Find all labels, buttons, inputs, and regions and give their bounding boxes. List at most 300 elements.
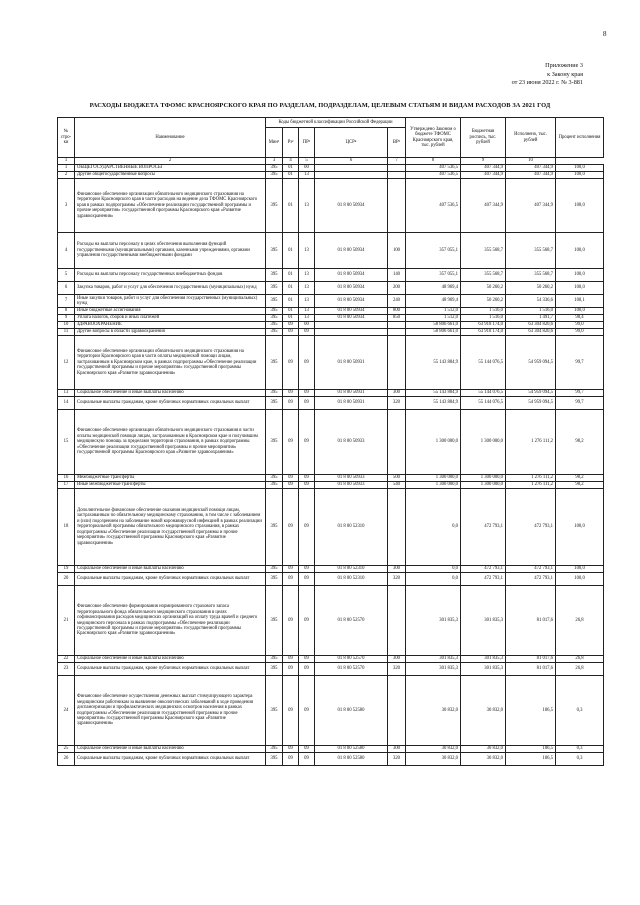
cell-min: 395	[266, 295, 283, 308]
cell-vr: 300	[388, 390, 406, 397]
cell-csr: 01 8 00 50933	[315, 475, 388, 482]
cell-min: 395	[266, 179, 283, 233]
cell-pr: 13	[299, 179, 315, 233]
table-row	[58, 329, 604, 336]
cell-pr: 09	[299, 566, 315, 573]
cell-budget: 1 300 000,0	[461, 475, 506, 482]
table-row	[58, 233, 604, 269]
cell-vr	[388, 165, 406, 172]
cell-rz: 01	[283, 315, 299, 322]
cell-csr: 01 8 00 50934	[315, 282, 388, 295]
table-row	[58, 656, 604, 663]
cell-csr: 01 8 00 52570	[315, 586, 388, 656]
cell-name: Финансовое обеспечение организации обязательного медицинского страхования в части оплаты медицинской помощи лицам, застрахованным в Красноярском крае и получившим медицинскую помощь за пределами территории страхования, в рамках подпрограммы «Обеспечение реализации государственной программы и прочие мероприятия» государственной программы Красноярского края «Развитие здравоохранения»	[75, 410, 266, 475]
cell-name: Другие вопросы в области здравоохранения	[75, 329, 266, 336]
cell-min: 395	[266, 336, 283, 390]
cell-rz: 09	[283, 753, 299, 766]
cell-csr: 01 8 00 52580	[315, 746, 388, 753]
cell-budget: 30 832,0	[461, 676, 506, 746]
cell-min: 395	[266, 282, 283, 295]
cell-pr: 13	[299, 308, 315, 315]
cell-csr: 01 8 00 50931	[315, 336, 388, 390]
cell-pct: 99,7	[556, 390, 604, 397]
cell-pct: 99,7	[556, 397, 604, 410]
cell-n: 21	[58, 586, 75, 656]
table-row	[58, 663, 604, 676]
cell-rz: 09	[283, 475, 299, 482]
cell-vr	[388, 676, 406, 746]
column-number: 7	[388, 158, 406, 165]
cell-executed: 472 793,1	[506, 489, 556, 566]
cell-pr: 09	[299, 663, 315, 676]
cell-approved: 30 832,0	[406, 676, 461, 746]
cell-budget: 50 260,2	[461, 295, 506, 308]
table-row	[58, 746, 604, 753]
table-row	[58, 489, 604, 566]
cell-pct: 98,2	[556, 482, 604, 489]
cell-pct: 0,3	[556, 746, 604, 753]
cell-rz: 09	[283, 322, 299, 329]
cell-rz: 01	[283, 179, 299, 233]
cell-vr: 240	[388, 295, 406, 308]
cell-name: Социальные выплаты гражданам, кроме публичных нормативных социальных выплат	[75, 663, 266, 676]
cell-name: Финансовое обеспечение осуществления денежных выплат стимулирующего характера медицинским работникам за выявление онкологических заболеваний в ходе проведения диспансеризации и профилактических медицинских осмотров населения в рамках подпрограммы «Обеспечение реализации государственной программы и прочие мероприятия» государственной программы Красноярского края «Развитие здравоохранения»	[75, 676, 266, 746]
cell-pct: 100,0	[556, 308, 604, 315]
header-budget-list: Бюджетная роспись, тыс. рублей	[461, 118, 506, 158]
cell-name: Закупка товаров, работ и услуг для обеспечения государственных (муниципальных) нужд	[75, 282, 266, 295]
cell-budget: 407 344,9	[461, 172, 506, 179]
cell-n: 2	[58, 172, 75, 179]
cell-budget: 407 344,9	[461, 179, 506, 233]
cell-csr	[315, 329, 388, 336]
cell-name: Межбюджетные трансферты	[75, 475, 266, 482]
cell-pr: 09	[299, 753, 315, 766]
cell-n: 17	[58, 482, 75, 489]
column-number-row	[58, 158, 604, 165]
cell-budget: 55 144 076,5	[461, 397, 506, 410]
cell-executed: 63 304 820,6	[506, 322, 556, 329]
cell-csr	[315, 172, 388, 179]
cell-pct: 99,0	[556, 322, 604, 329]
cell-approved: 1 300 000,0	[406, 475, 461, 482]
cell-vr: 320	[388, 663, 406, 676]
cell-budget: 301 835,3	[461, 586, 506, 656]
cell-min: 395	[266, 308, 283, 315]
table-body	[58, 165, 604, 766]
cell-vr: 800	[388, 308, 406, 315]
page-number: 8	[603, 30, 607, 38]
cell-min: 395	[266, 489, 283, 566]
cell-name: Иные межбюджетные трансферты	[75, 482, 266, 489]
cell-executed: 1 276 111,2	[506, 410, 556, 475]
cell-approved: 0,0	[406, 566, 461, 573]
cell-approved: 55 143 884,9	[406, 397, 461, 410]
cell-rz: 09	[283, 482, 299, 489]
cell-pr: 13	[299, 172, 315, 179]
cell-executed: 355 568,7	[506, 233, 556, 269]
cell-n: 5	[58, 269, 75, 282]
cell-pct: 26,8	[556, 586, 604, 656]
table-row	[58, 295, 604, 308]
cell-budget: 301 835,3	[461, 656, 506, 663]
cell-pct: 100,0	[556, 179, 604, 233]
cell-name: Социальное обеспечение и иные выплаты населению	[75, 746, 266, 753]
cell-rz: 09	[283, 573, 299, 586]
cell-csr: 01 8 00 52580	[315, 753, 388, 766]
table-row	[58, 566, 604, 573]
cell-pr: 09	[299, 586, 315, 656]
cell-n: 25	[58, 746, 75, 753]
cell-pct: 100,0	[556, 489, 604, 566]
cell-budget: 30 832,0	[461, 746, 506, 753]
cell-approved: 58 806 661,0	[406, 329, 461, 336]
table-row	[58, 586, 604, 656]
table-row	[58, 172, 604, 179]
cell-min: 395	[266, 397, 283, 410]
cell-vr: 300	[388, 566, 406, 573]
cell-pr: 13	[299, 269, 315, 282]
cell-budget: 472 793,1	[461, 566, 506, 573]
cell-n: 10	[58, 322, 75, 329]
cell-csr: 01 8 00 50933	[315, 410, 388, 475]
cell-csr: 01 8 00 52310	[315, 573, 388, 586]
cell-executed: 1 491,7	[506, 315, 556, 322]
cell-pr: 09	[299, 336, 315, 390]
cell-approved: 357 055,1	[406, 269, 461, 282]
cell-pct: 99,0	[556, 329, 604, 336]
cell-rz: 09	[283, 586, 299, 656]
cell-pr: 00	[299, 165, 315, 172]
cell-min: 395	[266, 165, 283, 172]
cell-budget: 63 918 174,0	[461, 322, 506, 329]
table-row	[58, 410, 604, 475]
cell-name: Уплата налогов, сборов и иных платежей	[75, 315, 266, 322]
cell-approved: 407 536,5	[406, 179, 461, 233]
cell-pct: 100,0	[556, 172, 604, 179]
cell-rz: 01	[283, 308, 299, 315]
cell-min: 395	[266, 322, 283, 329]
cell-budget: 355 568,7	[461, 269, 506, 282]
column-number: 1	[58, 158, 75, 165]
cell-executed: 355 568,7	[506, 269, 556, 282]
cell-vr: 500	[388, 475, 406, 482]
cell-pr: 09	[299, 329, 315, 336]
cell-pr: 09	[299, 397, 315, 410]
cell-n: 26	[58, 753, 75, 766]
cell-pct: 100,0	[556, 165, 604, 172]
cell-csr: 01 8 00 52570	[315, 656, 388, 663]
cell-approved: 0,0	[406, 489, 461, 566]
cell-csr: 01 8 00 50934	[315, 295, 388, 308]
cell-rz: 09	[283, 663, 299, 676]
cell-n: 4	[58, 233, 75, 269]
cell-budget: 1 516,0	[461, 315, 506, 322]
table-row	[58, 753, 604, 766]
cell-vr: 320	[388, 573, 406, 586]
cell-pr: 13	[299, 233, 315, 269]
table-row	[58, 282, 604, 295]
cell-executed: 407 344,9	[506, 165, 556, 172]
cell-name: Социальное обеспечение и иные выплаты населению	[75, 390, 266, 397]
expenditure-table	[57, 117, 604, 766]
cell-min: 395	[266, 390, 283, 397]
cell-vr	[388, 329, 406, 336]
cell-name: Расходы на выплаты персоналу государственных внебюджетных фондов	[75, 269, 266, 282]
cell-n: 20	[58, 573, 75, 586]
cell-pr: 09	[299, 746, 315, 753]
cell-executed: 472 793,1	[506, 573, 556, 586]
cell-executed: 106,5	[506, 676, 556, 746]
cell-csr: 01 8 00 52310	[315, 489, 388, 566]
cell-pr: 09	[299, 489, 315, 566]
cell-executed: 54 959 094,5	[506, 336, 556, 390]
cell-rz: 09	[283, 566, 299, 573]
cell-rz: 09	[283, 489, 299, 566]
header-percent: Процент исполнения	[556, 118, 604, 158]
cell-n: 15	[58, 410, 75, 475]
cell-name: Социальные выплаты гражданам, кроме публичных нормативных социальных выплат	[75, 397, 266, 410]
cell-n: 19	[58, 566, 75, 573]
cell-executed: 54 336,6	[506, 295, 556, 308]
cell-min: 395	[266, 172, 283, 179]
cell-budget: 55 144 076,5	[461, 336, 506, 390]
cell-n: 9	[58, 315, 75, 322]
cell-pr: 09	[299, 482, 315, 489]
cell-approved: 48 969,4	[406, 295, 461, 308]
cell-budget: 1 516,0	[461, 308, 506, 315]
cell-pct: 100,0	[556, 573, 604, 586]
cell-executed: 1 276 111,2	[506, 475, 556, 482]
header-executed: Исполнено, тыс. рублей	[506, 118, 556, 158]
cell-budget: 63 918 174,0	[461, 329, 506, 336]
cell-pr: 09	[299, 390, 315, 397]
cell-executed: 63 304 820,6	[506, 329, 556, 336]
table-row	[58, 179, 604, 233]
cell-min: 395	[266, 676, 283, 746]
cell-budget: 30 832,0	[461, 753, 506, 766]
cell-csr	[315, 322, 388, 329]
cell-executed: 81 017,6	[506, 663, 556, 676]
header-approved: Утверждено Законом о бюджете ТФОМС Красноярского края, тыс. рублей	[406, 118, 461, 158]
header-row-number: № стро-ки	[58, 118, 75, 158]
cell-pct: 26,8	[556, 663, 604, 676]
cell-csr: 01 8 00 50934	[315, 233, 388, 269]
cell-n: 3	[58, 179, 75, 233]
cell-vr: 850	[388, 315, 406, 322]
cell-approved: 357 055,1	[406, 233, 461, 269]
header-codes-group: Коды бюджетной классификации Российской Федерации	[266, 118, 406, 128]
header-min: Мин¹	[266, 128, 283, 158]
appendix-line-1: Приложение 3	[545, 62, 583, 69]
cell-csr	[315, 165, 388, 172]
header-name: Наименование	[75, 118, 266, 158]
cell-executed: 54 959 094,5	[506, 390, 556, 397]
cell-approved: 55 143 884,9	[406, 390, 461, 397]
cell-csr: 01 8 00 52570	[315, 663, 388, 676]
cell-pct: 0,3	[556, 753, 604, 766]
cell-name: Другие общегосударственные вопросы	[75, 172, 266, 179]
table-row	[58, 482, 604, 489]
cell-n: 13	[58, 390, 75, 397]
cell-n: 12	[58, 336, 75, 390]
cell-rz: 09	[283, 390, 299, 397]
header-pr: ПР³	[299, 128, 315, 158]
cell-min: 395	[266, 663, 283, 676]
cell-executed: 1 276 111,2	[506, 482, 556, 489]
cell-csr: 01 8 00 50934	[315, 315, 388, 322]
cell-vr: 300	[388, 656, 406, 663]
cell-rz: 09	[283, 397, 299, 410]
cell-min: 395	[266, 410, 283, 475]
cell-vr	[388, 322, 406, 329]
table-row	[58, 336, 604, 390]
cell-budget: 472 793,1	[461, 489, 506, 566]
cell-budget: 301 835,3	[461, 663, 506, 676]
header-csr: ЦСР⁴	[315, 128, 388, 158]
table-row	[58, 475, 604, 482]
cell-n: 18	[58, 489, 75, 566]
table-row	[58, 676, 604, 746]
cell-rz: 09	[283, 676, 299, 746]
cell-approved: 1 300 000,0	[406, 410, 461, 475]
cell-n: 16	[58, 475, 75, 482]
cell-csr: 01 8 00 50933	[315, 482, 388, 489]
cell-pct: 100,0	[556, 282, 604, 295]
cell-name: ЗДРАВООХРАНЕНИЕ	[75, 322, 266, 329]
cell-approved: 1 512,0	[406, 308, 461, 315]
cell-csr: 01 8 00 50934	[315, 269, 388, 282]
cell-approved: 58 806 661,0	[406, 322, 461, 329]
header-rz: Рз²	[283, 128, 299, 158]
cell-pct: 100,0	[556, 233, 604, 269]
cell-pct: 98,2	[556, 475, 604, 482]
cell-executed: 81 017,6	[506, 586, 556, 656]
cell-n: 24	[58, 676, 75, 746]
cell-vr: 200	[388, 282, 406, 295]
cell-approved: 0,0	[406, 573, 461, 586]
column-number: 10	[506, 158, 556, 165]
cell-name: Иные закупки товаров, работ и услуг для обеспечения государственных (муниципальных) нужд	[75, 295, 266, 308]
cell-n: 7	[58, 295, 75, 308]
cell-executed: 50 260,2	[506, 282, 556, 295]
cell-min: 395	[266, 269, 283, 282]
cell-pr: 09	[299, 573, 315, 586]
cell-vr	[388, 336, 406, 390]
cell-approved: 30 832,0	[406, 753, 461, 766]
document-title: РАСХОДЫ БЮДЖЕТА ТФОМС КРАСНОЯРСКОГО КРАЯ ПО РАЗДЕЛАМ, ПОДРАЗДЕЛАМ, ЦЕЛЕВЫМ СТАТЬЯМ И ВИДАМ РАСХОДОВ ЗА 2021 ГОД	[89, 102, 551, 109]
cell-rz: 09	[283, 410, 299, 475]
cell-csr: 01 8 00 52310	[315, 566, 388, 573]
cell-n: 8	[58, 308, 75, 315]
cell-vr	[388, 172, 406, 179]
cell-name: Дополнительное финансовое обеспечение оказания медицинской помощи лицам, застрахованным по обязательному медицинскому страхованию, в том числе с заболеванием и (или) подозрением на заболевание новой коронавирусной инфекцией в рамках реализации территориальной программы обязательного медицинского страхования, в рамках подпрограммы «Обеспечение реализации государственной программы и прочие мероприятия» государственной программы Красноярского края «Развитие здравоохранения»	[75, 489, 266, 566]
cell-name: Социальные выплаты гражданам, кроме публичных нормативных социальных выплат	[75, 753, 266, 766]
cell-name: Иные бюджетные ассигнования	[75, 308, 266, 315]
cell-n: 6	[58, 282, 75, 295]
table-row	[58, 322, 604, 329]
table-row	[58, 269, 604, 282]
cell-executed: 106,5	[506, 753, 556, 766]
cell-min: 395	[266, 329, 283, 336]
table-row	[58, 315, 604, 322]
cell-rz: 01	[283, 282, 299, 295]
column-number: 9	[461, 158, 506, 165]
column-number: 2	[75, 158, 266, 165]
cell-name: ОБЩЕГОСУДАРСТВЕННЫЕ ВОПРОСЫ	[75, 165, 266, 172]
appendix-caption	[512, 62, 583, 88]
cell-pr: 00	[299, 322, 315, 329]
cell-rz: 01	[283, 295, 299, 308]
cell-executed: 407 344,9	[506, 179, 556, 233]
cell-n: 23	[58, 663, 75, 676]
cell-approved: 301 835,3	[406, 656, 461, 663]
cell-n: 11	[58, 329, 75, 336]
cell-name: Социальное обеспечение и иные выплаты населению	[75, 656, 266, 663]
cell-vr: 320	[388, 753, 406, 766]
cell-budget: 50 260,2	[461, 282, 506, 295]
cell-approved: 30 832,0	[406, 746, 461, 753]
column-number: 5	[299, 158, 315, 165]
appendix-line-2: к Закону края	[547, 70, 583, 78]
cell-vr: 320	[388, 397, 406, 410]
cell-approved: 407 536,5	[406, 165, 461, 172]
cell-name: Социальное обеспечение и иные выплаты населению	[75, 566, 266, 573]
cell-pr: 13	[299, 295, 315, 308]
cell-approved: 301 835,3	[406, 663, 461, 676]
cell-pct: 98,2	[556, 410, 604, 475]
cell-min: 395	[266, 746, 283, 753]
cell-rz: 09	[283, 329, 299, 336]
cell-pr: 09	[299, 475, 315, 482]
cell-vr: 100	[388, 233, 406, 269]
cell-n: 1	[58, 165, 75, 172]
cell-csr: 01 8 00 50931	[315, 390, 388, 397]
cell-min: 395	[266, 586, 283, 656]
cell-rz: 09	[283, 746, 299, 753]
cell-min: 395	[266, 233, 283, 269]
cell-vr	[388, 179, 406, 233]
cell-pr: 13	[299, 315, 315, 322]
cell-min: 395	[266, 482, 283, 489]
cell-executed: 106,5	[506, 746, 556, 753]
column-number: 6	[315, 158, 388, 165]
cell-rz: 01	[283, 165, 299, 172]
cell-approved: 407 536,5	[406, 172, 461, 179]
cell-executed: 407 344,9	[506, 172, 556, 179]
cell-pct: 100,0	[556, 566, 604, 573]
cell-pct: 100,0	[556, 269, 604, 282]
cell-budget: 1 300 000,0	[461, 482, 506, 489]
column-number: 8	[406, 158, 461, 165]
cell-csr: 01 8 00 50931	[315, 397, 388, 410]
cell-name: Финансовое обеспечение организации обязательного медицинского страхования на территории Красноярского края в части оплаты медицинской помощи лицам, застрахованным в Красноярском крае, в рамках подпрограммы «Обеспечение реализации государственной программы и прочие мероприятия» государственной программы Красноярского края «Развитие здравоохранения»	[75, 336, 266, 390]
table-row	[58, 308, 604, 315]
cell-vr	[388, 410, 406, 475]
cell-name: Расходы на выплаты персоналу в целях обеспечения выполнения функций государственными (муниципальными) органами, казенными учреждениями, органами управления государственными внебюджетными фондами	[75, 233, 266, 269]
cell-executed: 1 516,0	[506, 308, 556, 315]
cell-n: 14	[58, 397, 75, 410]
table-row	[58, 397, 604, 410]
cell-csr: 01 8 00 52580	[315, 676, 388, 746]
cell-pct: 98,4	[556, 315, 604, 322]
cell-budget: 472 793,1	[461, 573, 506, 586]
cell-vr	[388, 489, 406, 566]
cell-budget: 1 300 000,0	[461, 410, 506, 475]
cell-csr: 01 8 00 50934	[315, 308, 388, 315]
cell-budget: 55 144 076,5	[461, 390, 506, 397]
cell-rz: 01	[283, 233, 299, 269]
cell-rz: 01	[283, 269, 299, 282]
